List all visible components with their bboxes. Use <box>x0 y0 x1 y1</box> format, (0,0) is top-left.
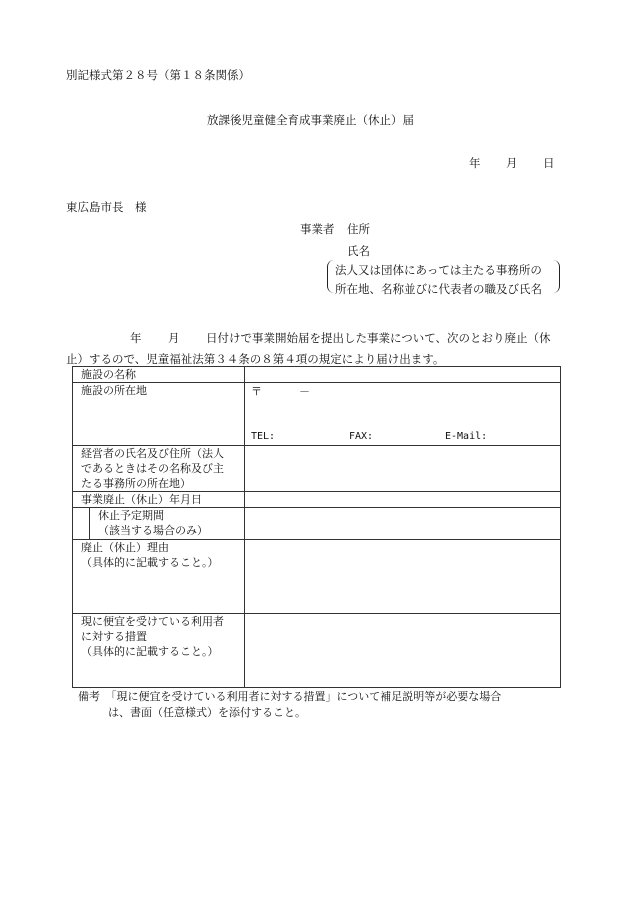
measures-field[interactable] <box>245 614 561 688</box>
body-text-line1: 日付けで事業開始届を提出した事業について、次のとおり廃止（休 <box>206 331 551 345</box>
facility-name-label: 施設の名称 <box>73 367 245 383</box>
form-number: 別記様式第２８号（第１８条関係） <box>66 68 250 82</box>
abolish-date-label: 事業廃止（休止）年月日 <box>73 492 245 508</box>
measures-line3: （具体的に記載すること。） <box>81 645 219 658</box>
form-title: 放課後児童健全育成事業廃止（休止）届 <box>207 113 414 127</box>
operator-line1: 経営者の氏名及び住所（法人 <box>81 447 224 460</box>
address-label: 住所 <box>347 222 370 236</box>
body-text-line2: 止）するので、児童福祉法第３４条の８第４項の規定により届け出ます。 <box>66 352 445 366</box>
postal-dash: － <box>299 385 310 398</box>
notification-table <box>72 366 561 688</box>
measures-line2: に対する措置 <box>81 630 147 643</box>
applicant-label: 事業者 <box>300 222 335 236</box>
name-label: 氏名 <box>347 244 370 258</box>
body-year: 年 <box>130 331 142 345</box>
note-brace-left <box>327 260 335 293</box>
remarks-line2: は、書面（任意様式）を添付すること。 <box>108 706 306 719</box>
postal-mark: 〒 <box>251 385 262 398</box>
reason-field[interactable] <box>245 540 561 614</box>
facility-address-field[interactable] <box>245 383 561 446</box>
applicant-note-line2: 所在地、名称並びに代表者の職及び氏名 <box>335 282 542 296</box>
body-month: 月 <box>168 331 180 345</box>
operator-line3: たる事務所の所在地） <box>81 477 191 490</box>
fax-label: FAX: <box>349 431 374 442</box>
applicant-note-line1: 法人又は団体にあっては主たる事務所の <box>335 263 542 277</box>
email-label: E-Mail: <box>445 431 488 442</box>
reason-line1: 廃止（休止）理由 <box>81 541 169 554</box>
operator-label <box>73 446 245 492</box>
date-year: 年 <box>469 156 481 170</box>
note-brace-right <box>552 260 560 293</box>
operator-line2: であるときはその名称及び主 <box>81 462 224 475</box>
reason-line2: （具体的に記載すること。） <box>81 556 219 569</box>
reason-label <box>73 540 245 614</box>
date-day: 日 <box>543 156 555 170</box>
facility-address-label: 施設の所在地 <box>73 383 245 446</box>
date-month: 月 <box>506 156 518 170</box>
measures-line1: 現に便宜を受けている利用者 <box>81 615 224 628</box>
remarks-line1: 「現に便宜を受けている利用者に対する措置」について補足説明等が必要な場合 <box>111 690 502 703</box>
operator-field[interactable] <box>245 446 561 492</box>
suspend-line1: 休止予定期間 <box>98 509 164 522</box>
suspend-period-label <box>73 508 245 540</box>
remarks-label: 備考 <box>78 690 100 703</box>
addressee: 東広島市長 様 <box>66 200 147 214</box>
facility-name-field[interactable] <box>245 367 561 383</box>
abolish-date-field[interactable] <box>245 492 561 508</box>
suspend-period-field[interactable] <box>245 508 561 540</box>
suspend-line2: （該当する場合のみ） <box>98 524 208 537</box>
remarks <box>78 689 568 721</box>
measures-label <box>73 614 245 688</box>
tel-label: TEL: <box>251 431 276 442</box>
